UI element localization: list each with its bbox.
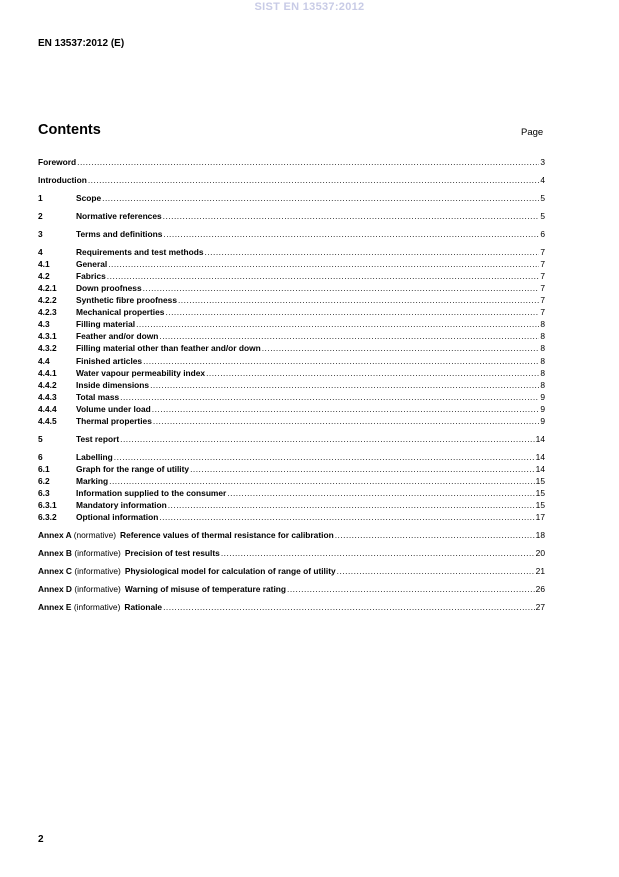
toc-entry-number: 4.2	[38, 271, 50, 282]
toc-entry-page: 14	[535, 451, 545, 462]
leader-dots	[120, 433, 535, 445]
toc-entry-inside-dimensions[interactable]	[38, 379, 545, 391]
toc-entry-number: 4.4.5	[38, 415, 57, 426]
annex-label	[38, 565, 121, 577]
toc-entry-number: 6.3	[38, 488, 50, 498]
toc-entry-title: Volume under load	[76, 403, 151, 414]
toc-entry-mechanical-properties[interactable]	[38, 306, 545, 318]
toc-entry-title: Test report	[76, 433, 120, 444]
toc-entry-number: 4.2.2	[38, 295, 57, 306]
annex-kind: (informative)	[74, 584, 121, 595]
toc-entry-number: 4.3	[38, 319, 50, 330]
toc-entry-filling-material[interactable]	[38, 318, 545, 330]
leader-dots	[143, 282, 540, 294]
leader-dots	[205, 246, 540, 258]
toc-entry-title: Terms and definitions	[76, 229, 163, 239]
annex-label	[38, 529, 116, 541]
toc-entry-number: 6.2	[38, 475, 50, 486]
toc-entry-general[interactable]	[38, 258, 545, 270]
toc-entry-title: Optional information	[76, 512, 159, 523]
toc-entry-number: 6.3.2	[38, 512, 57, 523]
leader-dots	[178, 294, 539, 306]
toc-entry-title: Mechanical properties	[76, 307, 165, 318]
toc-entry-page: 14	[535, 463, 545, 474]
toc-entry-marking[interactable]	[38, 475, 545, 487]
toc-entry-test-report[interactable]	[38, 433, 545, 445]
toc-entry-title: Total mass	[76, 391, 120, 402]
leader-dots	[190, 463, 535, 475]
toc-entry-total-mass[interactable]	[38, 391, 545, 403]
toc-entry-number: 5	[38, 433, 43, 444]
toc-entry-title: Scope	[76, 193, 102, 203]
toc-entry-title: Water vapour permeability index	[76, 367, 206, 378]
annex-letter: Annex A	[38, 530, 72, 541]
toc-entry-title: Feather and/or down	[76, 331, 159, 342]
toc-entry-title: General	[76, 259, 108, 269]
toc-entry-page: 27	[535, 602, 545, 613]
table-of-contents	[38, 156, 545, 613]
leader-dots	[152, 403, 540, 415]
toc-entry-page: 15	[535, 488, 545, 498]
toc-entry-down-proofness[interactable]	[38, 282, 545, 294]
toc-entry-page: 9	[540, 403, 545, 414]
toc-entry-water-vapour-permeability[interactable]	[38, 367, 545, 379]
leader-dots	[109, 475, 535, 487]
leader-dots	[159, 330, 539, 342]
toc-entry-other-filling-material[interactable]	[38, 342, 545, 354]
toc-entry-number: 6	[38, 451, 43, 462]
toc-entry-scope[interactable]	[38, 192, 545, 204]
annex-label	[38, 547, 121, 559]
toc-entry-number: 6.1	[38, 463, 50, 474]
annex-letter: Annex B	[38, 548, 72, 559]
toc-entry-page: 7	[540, 295, 545, 306]
toc-entry-title: Foreword	[38, 157, 77, 167]
toc-entry-title: Requirements and test methods	[76, 247, 204, 257]
annex-kind: (normative)	[73, 530, 117, 541]
document-id: EN 13537:2012 (E)	[38, 38, 125, 49]
leader-dots	[287, 583, 535, 595]
toc-entry-page: 7	[540, 307, 545, 318]
leader-dots	[221, 547, 535, 559]
toc-entry-number: 4.3.2	[38, 343, 57, 354]
toc-entry-title: Introduction	[38, 175, 87, 185]
annex-title: Precision of test results	[124, 548, 220, 559]
toc-annex-d[interactable]	[38, 583, 545, 595]
toc-entry-volume-under-load[interactable]	[38, 403, 545, 415]
toc-entry-page: 20	[535, 548, 545, 559]
toc-annex-c[interactable]	[38, 565, 545, 577]
toc-entry-page: 8	[540, 343, 545, 354]
annex-letter: Annex C	[38, 566, 72, 577]
toc-entry-title: Graph for the range of utility	[76, 463, 190, 474]
leader-dots	[114, 451, 535, 463]
toc-entry-page: 9	[540, 415, 545, 426]
annex-label	[38, 583, 121, 595]
contents-title: Contents	[38, 122, 101, 138]
toc-entry-normative-references[interactable]	[38, 210, 545, 222]
toc-entry-synthetic-fibre-proofness[interactable]	[38, 294, 545, 306]
toc-entry-number: 4	[38, 247, 43, 257]
toc-annex-b[interactable]	[38, 547, 545, 559]
leader-dots	[77, 156, 539, 168]
leader-dots	[150, 379, 539, 391]
toc-entry-number: 3	[38, 229, 43, 239]
toc-entry-title: Fabrics	[76, 271, 106, 282]
toc-entry-number: 4.2.1	[38, 283, 57, 294]
toc-entry-page: 7	[540, 247, 545, 257]
toc-entry-feather-and-down[interactable]	[38, 330, 545, 342]
annex-title: Rationale	[124, 602, 163, 613]
toc-entry-title: Down proofness	[76, 283, 142, 294]
annex-title: Warning of misuse of temperature rating	[124, 584, 287, 595]
leader-dots	[168, 499, 535, 511]
toc-entry-title: Finished articles	[76, 355, 143, 366]
toc-entry-page: 17	[535, 512, 545, 523]
annex-kind: (informative)	[74, 566, 121, 577]
leader-dots	[163, 210, 540, 222]
toc-entry-title: Filling material other than feather and/or down	[76, 343, 261, 354]
toc-entry-page: 8	[540, 367, 545, 378]
toc-entry-number: 4.1	[38, 259, 50, 269]
toc-entry-page: 5	[540, 193, 545, 203]
toc-entry-page: 4	[540, 175, 545, 185]
leader-dots	[143, 355, 539, 367]
leader-dots	[108, 258, 539, 270]
annex-label	[38, 601, 120, 613]
toc-entry-number: 4.4.1	[38, 367, 57, 378]
toc-entry-page: 7	[540, 259, 545, 269]
leader-dots	[227, 487, 534, 499]
toc-entry-number: 4.4.2	[38, 379, 57, 390]
toc-entry-number: 4.4.4	[38, 403, 57, 414]
annex-kind: (informative)	[74, 548, 121, 559]
toc-entry-title: Information supplied to the consumer	[76, 488, 227, 498]
toc-entry-page: 6	[540, 229, 545, 239]
toc-entry-title: Mandatory information	[76, 500, 167, 511]
toc-entry-page: 7	[540, 283, 545, 294]
toc-entry-optional-information[interactable]	[38, 511, 545, 523]
leader-dots	[136, 318, 539, 330]
toc-entry-page: 9	[540, 391, 545, 402]
leader-dots	[120, 391, 539, 403]
toc-entry-page: 8	[540, 331, 545, 342]
toc-entry-title: Inside dimensions	[76, 379, 150, 390]
toc-entry-title: Filling material	[76, 319, 136, 330]
toc-annex-a[interactable]	[38, 529, 545, 541]
toc-entry-number: 6.3.1	[38, 500, 57, 511]
annex-letter: Annex D	[38, 584, 72, 595]
annex-kind: (informative)	[73, 602, 121, 613]
leader-dots	[107, 270, 540, 282]
watermark: SIST EN 13537:2012	[254, 1, 365, 13]
toc-entry-fabrics[interactable]	[38, 270, 545, 282]
leader-dots	[159, 511, 534, 523]
toc-entry-page: 8	[540, 319, 545, 330]
toc-entry-consumer-information[interactable]	[38, 487, 545, 499]
toc-entry-number: 2	[38, 211, 43, 221]
toc-entry-terms-and-definitions[interactable]	[38, 228, 545, 240]
toc-entry-foreword[interactable]	[38, 156, 545, 168]
annex-title: Physiological model for calculation of range of utility	[124, 566, 336, 577]
toc-entry-title: Normative references	[76, 211, 162, 221]
toc-entry-page: 5	[540, 211, 545, 221]
toc-entry-title: Marking	[76, 475, 109, 486]
annex-letter: Annex E	[38, 602, 72, 613]
toc-entry-page: 8	[540, 379, 545, 390]
toc-entry-number: 1	[38, 193, 43, 203]
page-column-heading: Page	[521, 127, 544, 138]
leader-dots	[337, 565, 535, 577]
toc-entry-thermal-properties[interactable]	[38, 415, 545, 427]
toc-entry-number: 4.3.1	[38, 331, 57, 342]
leader-dots	[206, 367, 539, 379]
toc-entry-mandatory-information[interactable]	[38, 499, 545, 511]
toc-entry-page: 3	[540, 157, 545, 167]
annex-title: Reference values of thermal resistance for calibration	[120, 530, 334, 541]
toc-entry-title: Labelling	[76, 451, 113, 462]
toc-entry-page: 7	[540, 271, 545, 282]
toc-entry-page: 8	[540, 355, 545, 366]
toc-entry-graph-range-utility[interactable]	[38, 463, 545, 475]
leader-dots	[163, 228, 539, 240]
leader-dots	[335, 529, 535, 541]
toc-entry-introduction[interactable]	[38, 174, 545, 186]
toc-entry-finished-articles[interactable]	[38, 355, 545, 367]
toc-entry-number: 4.2.3	[38, 307, 57, 318]
leader-dots	[165, 306, 539, 318]
toc-entry-page: 26	[535, 584, 545, 595]
toc-entry-labelling[interactable]	[38, 451, 545, 463]
toc-entry-page: 18	[535, 530, 545, 541]
toc-entry-title: Thermal properties	[76, 415, 152, 426]
toc-entry-number: 4.4.3	[38, 391, 57, 402]
toc-entry-page: 15	[535, 475, 545, 486]
leader-dots	[88, 174, 539, 186]
toc-entry-page: 15	[535, 500, 545, 511]
leader-dots	[102, 192, 539, 204]
toc-annex-e[interactable]	[38, 601, 545, 613]
toc-entry-page: 14	[535, 433, 545, 444]
toc-entry-title: Synthetic fibre proofness	[76, 295, 177, 306]
toc-entry-number: 4.4	[38, 355, 50, 366]
leader-dots	[153, 415, 539, 427]
toc-entry-page: 21	[535, 566, 545, 577]
leader-dots	[163, 601, 535, 613]
leader-dots	[262, 342, 540, 354]
page-number: 2	[38, 834, 44, 845]
toc-entry-requirements[interactable]	[38, 246, 545, 258]
